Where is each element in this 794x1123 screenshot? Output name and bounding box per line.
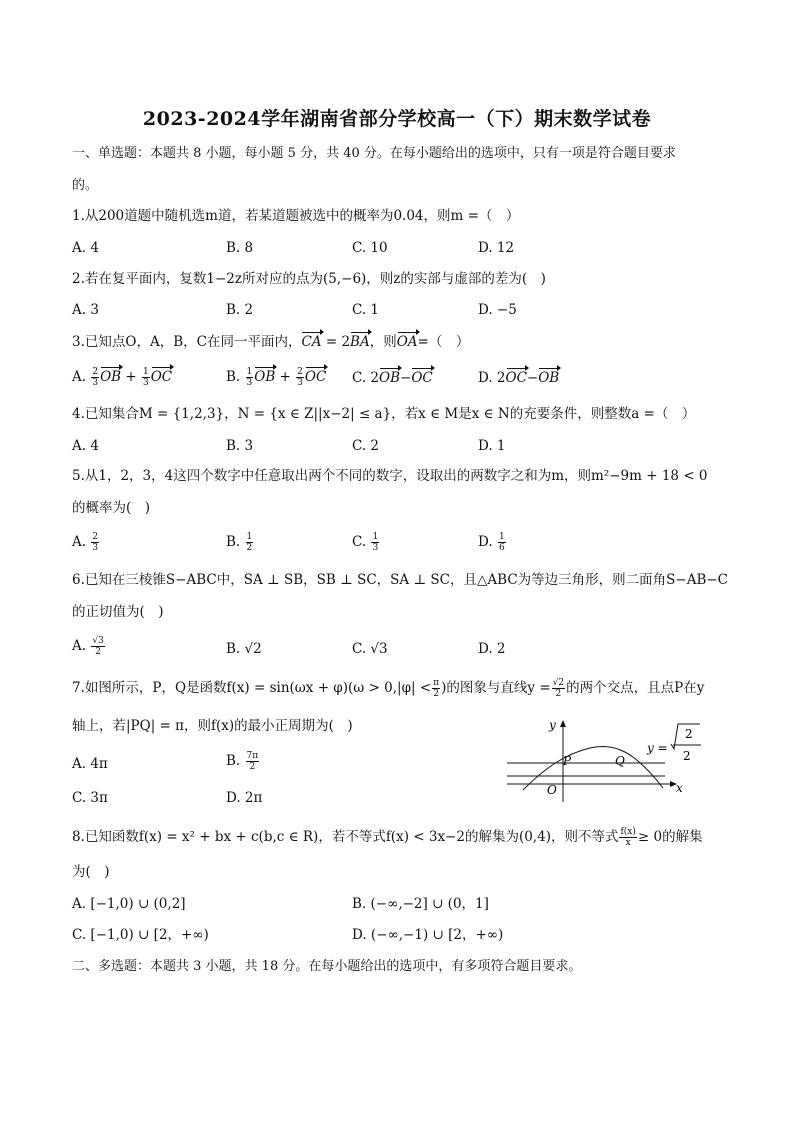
question-2-option-c: C. 1 xyxy=(352,302,380,318)
line-label-prefix: y = xyxy=(647,741,668,755)
vector-oa: OA xyxy=(396,334,418,350)
fraction: $\frac{1}{3}$ xyxy=(246,367,253,388)
section2-instructions: 二、多选题：本题共 3 小题，共 18 分。在每小题给出的选项中，有多项符合题目要求。 xyxy=(72,959,582,974)
question-6-option-c: C. √3 xyxy=(352,641,388,657)
question-6-option-b: B. √2 xyxy=(226,641,262,657)
question-6-stem-line2: 的正切值为( ) xyxy=(72,604,164,620)
question-5-option-a: A. $\frac{2}{3}$ xyxy=(72,532,99,553)
question-7-option-b: B. $\frac{7\pi}{2}$ xyxy=(226,751,259,772)
fraction: $\frac{1}{6}$ xyxy=(498,532,505,553)
question-2-option-a: A. 3 xyxy=(72,302,99,318)
fraction: $\frac{7\pi}{2}$ xyxy=(246,751,259,772)
vector-ba: BA xyxy=(350,334,370,350)
fraction: $\frac{2}{3}$ xyxy=(92,532,99,553)
question-8-option-a: A. [−1,0) ∪ (0,2] xyxy=(72,896,186,912)
question-1-option-a: A. 4 xyxy=(72,240,99,256)
question-6-option-a: A. $\frac{√3}{2}$ xyxy=(72,636,104,657)
question-4-option-a: A. 4 xyxy=(72,438,99,454)
question-1-option-d: D. 12 xyxy=(478,240,515,256)
question-3-stem-post: =（ ） xyxy=(417,334,470,350)
question-5-stem-line2: 的概率为( ) xyxy=(72,500,151,516)
x-axis-label: x xyxy=(676,781,683,795)
question-7-option-c: C. 3π xyxy=(72,790,108,806)
question-4-option-b: B. 3 xyxy=(226,438,254,454)
question-5-option-b: B. $\frac{1}{2}$ xyxy=(226,532,253,553)
question-2-option-d: D. −5 xyxy=(478,302,517,318)
question-3-eq: = 2 xyxy=(321,334,351,350)
question-5-option-c: C. $\frac{1}{3}$ xyxy=(352,532,379,553)
question-4-option-c: C. 2 xyxy=(352,438,380,454)
fraction: $\frac{1}{2}$ xyxy=(246,532,253,553)
section1-instructions-line1: 一、单选题：本题共 8 小题，每小题 5 分，共 40 分。在每小题给出的选项中，只有一项是符合题目要求 xyxy=(72,146,676,161)
y-axis-arrow xyxy=(560,720,566,727)
page-title: 2023-2024学年湖南省部分学校高一（下）期末数学试卷 xyxy=(142,108,652,130)
question-2-stem: 2.若在复平面内，复数1−2z所对应的点为(5,−6)，则z的实部与虚部的差为( ) xyxy=(72,271,546,287)
fraction: $\frac{2}{3}$ xyxy=(92,367,99,388)
origin-label: O xyxy=(547,783,557,797)
fraction: $\frac{√3}{2}$ xyxy=(92,636,104,657)
question-8-option-b: B. (−∞,−2] ∪ (0，1] xyxy=(352,896,489,912)
fraction: $\frac{1}{3}$ xyxy=(142,367,149,388)
question-3-stem-pre: 3.已知点O，A，B，C在同一平面内， xyxy=(72,334,302,350)
question-7-stem-line2: 轴上，若|PQ| = π，则f(x)的最小正周期为( ) xyxy=(72,718,353,734)
fraction: $\frac{2}{3}$ xyxy=(297,367,303,388)
question-1-option-c: C. 10 xyxy=(352,240,388,256)
question-3-option-d: D. 2OC−OB xyxy=(478,370,560,386)
line-label-num: 2 xyxy=(685,727,693,741)
question-5-option-d: D. $\frac{1}{6}$ xyxy=(478,532,505,553)
point-q-label: Q xyxy=(615,754,625,768)
question-4-stem: 4.已知集合M = {1,2,3}，N = {x ∈ Z||x−2| ≤ a}，若x ∈ M是x ∈ N的充要条件，则整数a =（ ） xyxy=(72,406,696,422)
question-5-stem-line1: 5.从1，2，3，4这四个数字中任意取出两个不同的数字，设取出的两数字之和为m，则m²−9m + 18 < 0 xyxy=(72,468,708,484)
sine-curve xyxy=(523,746,663,790)
question-8-option-c: C. [−1,0) ∪ [2，+∞) xyxy=(72,927,209,943)
fraction: $\frac{f(x)}{x}$ xyxy=(620,827,636,848)
question-3-option-c: C. 2OB−OC xyxy=(352,370,433,386)
point-p-label: P xyxy=(563,754,572,768)
question-8-option-d: D. (−∞,−1) ∪ [2，+∞) xyxy=(352,927,504,943)
question-3-option-a: A. $\frac{2}{3}$ OB + $\frac{1}{3}$ OC xyxy=(72,367,173,388)
question-8-stem-line1: 8.已知函数f(x) = x² + bx + c(b,c ∈ R)，若不等式f(x) < 3x−2的解集为(0,4)，则不等式 $\frac{f(x)}{x}$ ≥ 0的解集 xyxy=(72,827,703,848)
question-4-option-d: D. 1 xyxy=(478,438,506,454)
question-7-figure xyxy=(505,718,710,806)
question-6-option-d: D. 2 xyxy=(478,641,506,657)
question-6-stem-line1: 6.已知在三棱锥S−ABC中，SA ⊥ SB，SB ⊥ SC，SA ⊥ SC，且△ABC为等边三角形，则二面角S−AB−C xyxy=(72,572,729,588)
question-1-option-b: B. 8 xyxy=(226,240,254,256)
question-8-stem-line2: 为( ) xyxy=(72,864,110,880)
y-axis-label: y xyxy=(549,718,556,732)
question-3-stem xyxy=(72,333,469,351)
question-2-option-b: B. 2 xyxy=(226,302,254,318)
question-7-option-a: A. 4π xyxy=(72,756,108,772)
vector-ca: CA xyxy=(301,334,322,350)
question-3-stem-mid: ，则 xyxy=(369,334,397,350)
question-1-stem: 1.从200道题中随机选m道，若某道题被选中的概率为0.04，则m =（ ） xyxy=(72,208,520,224)
fraction: $\frac{\pi}{2}$ xyxy=(433,678,440,699)
fraction: $\frac{√2}{2}$ xyxy=(552,678,565,699)
section1-instructions-line2: 的。 xyxy=(72,178,99,193)
line-label-den: 2 xyxy=(683,749,691,763)
question-3-option-b: B. $\frac{1}{3}$ OB + $\frac{2}{3}$ OC xyxy=(226,367,327,388)
question-7-option-d: D. 2π xyxy=(226,790,263,806)
question-7-stem-line1: 7.如图所示，P，Q是函数f(x) = sin(ωx + φ)(ω > 0,|φ| < $\frac{\pi}{2}$ )的图象与直线y = $\frac{√2}{2}$ 的两个交点，且点P在y xyxy=(72,678,705,699)
fraction: $\frac{1}{3}$ xyxy=(372,532,379,553)
